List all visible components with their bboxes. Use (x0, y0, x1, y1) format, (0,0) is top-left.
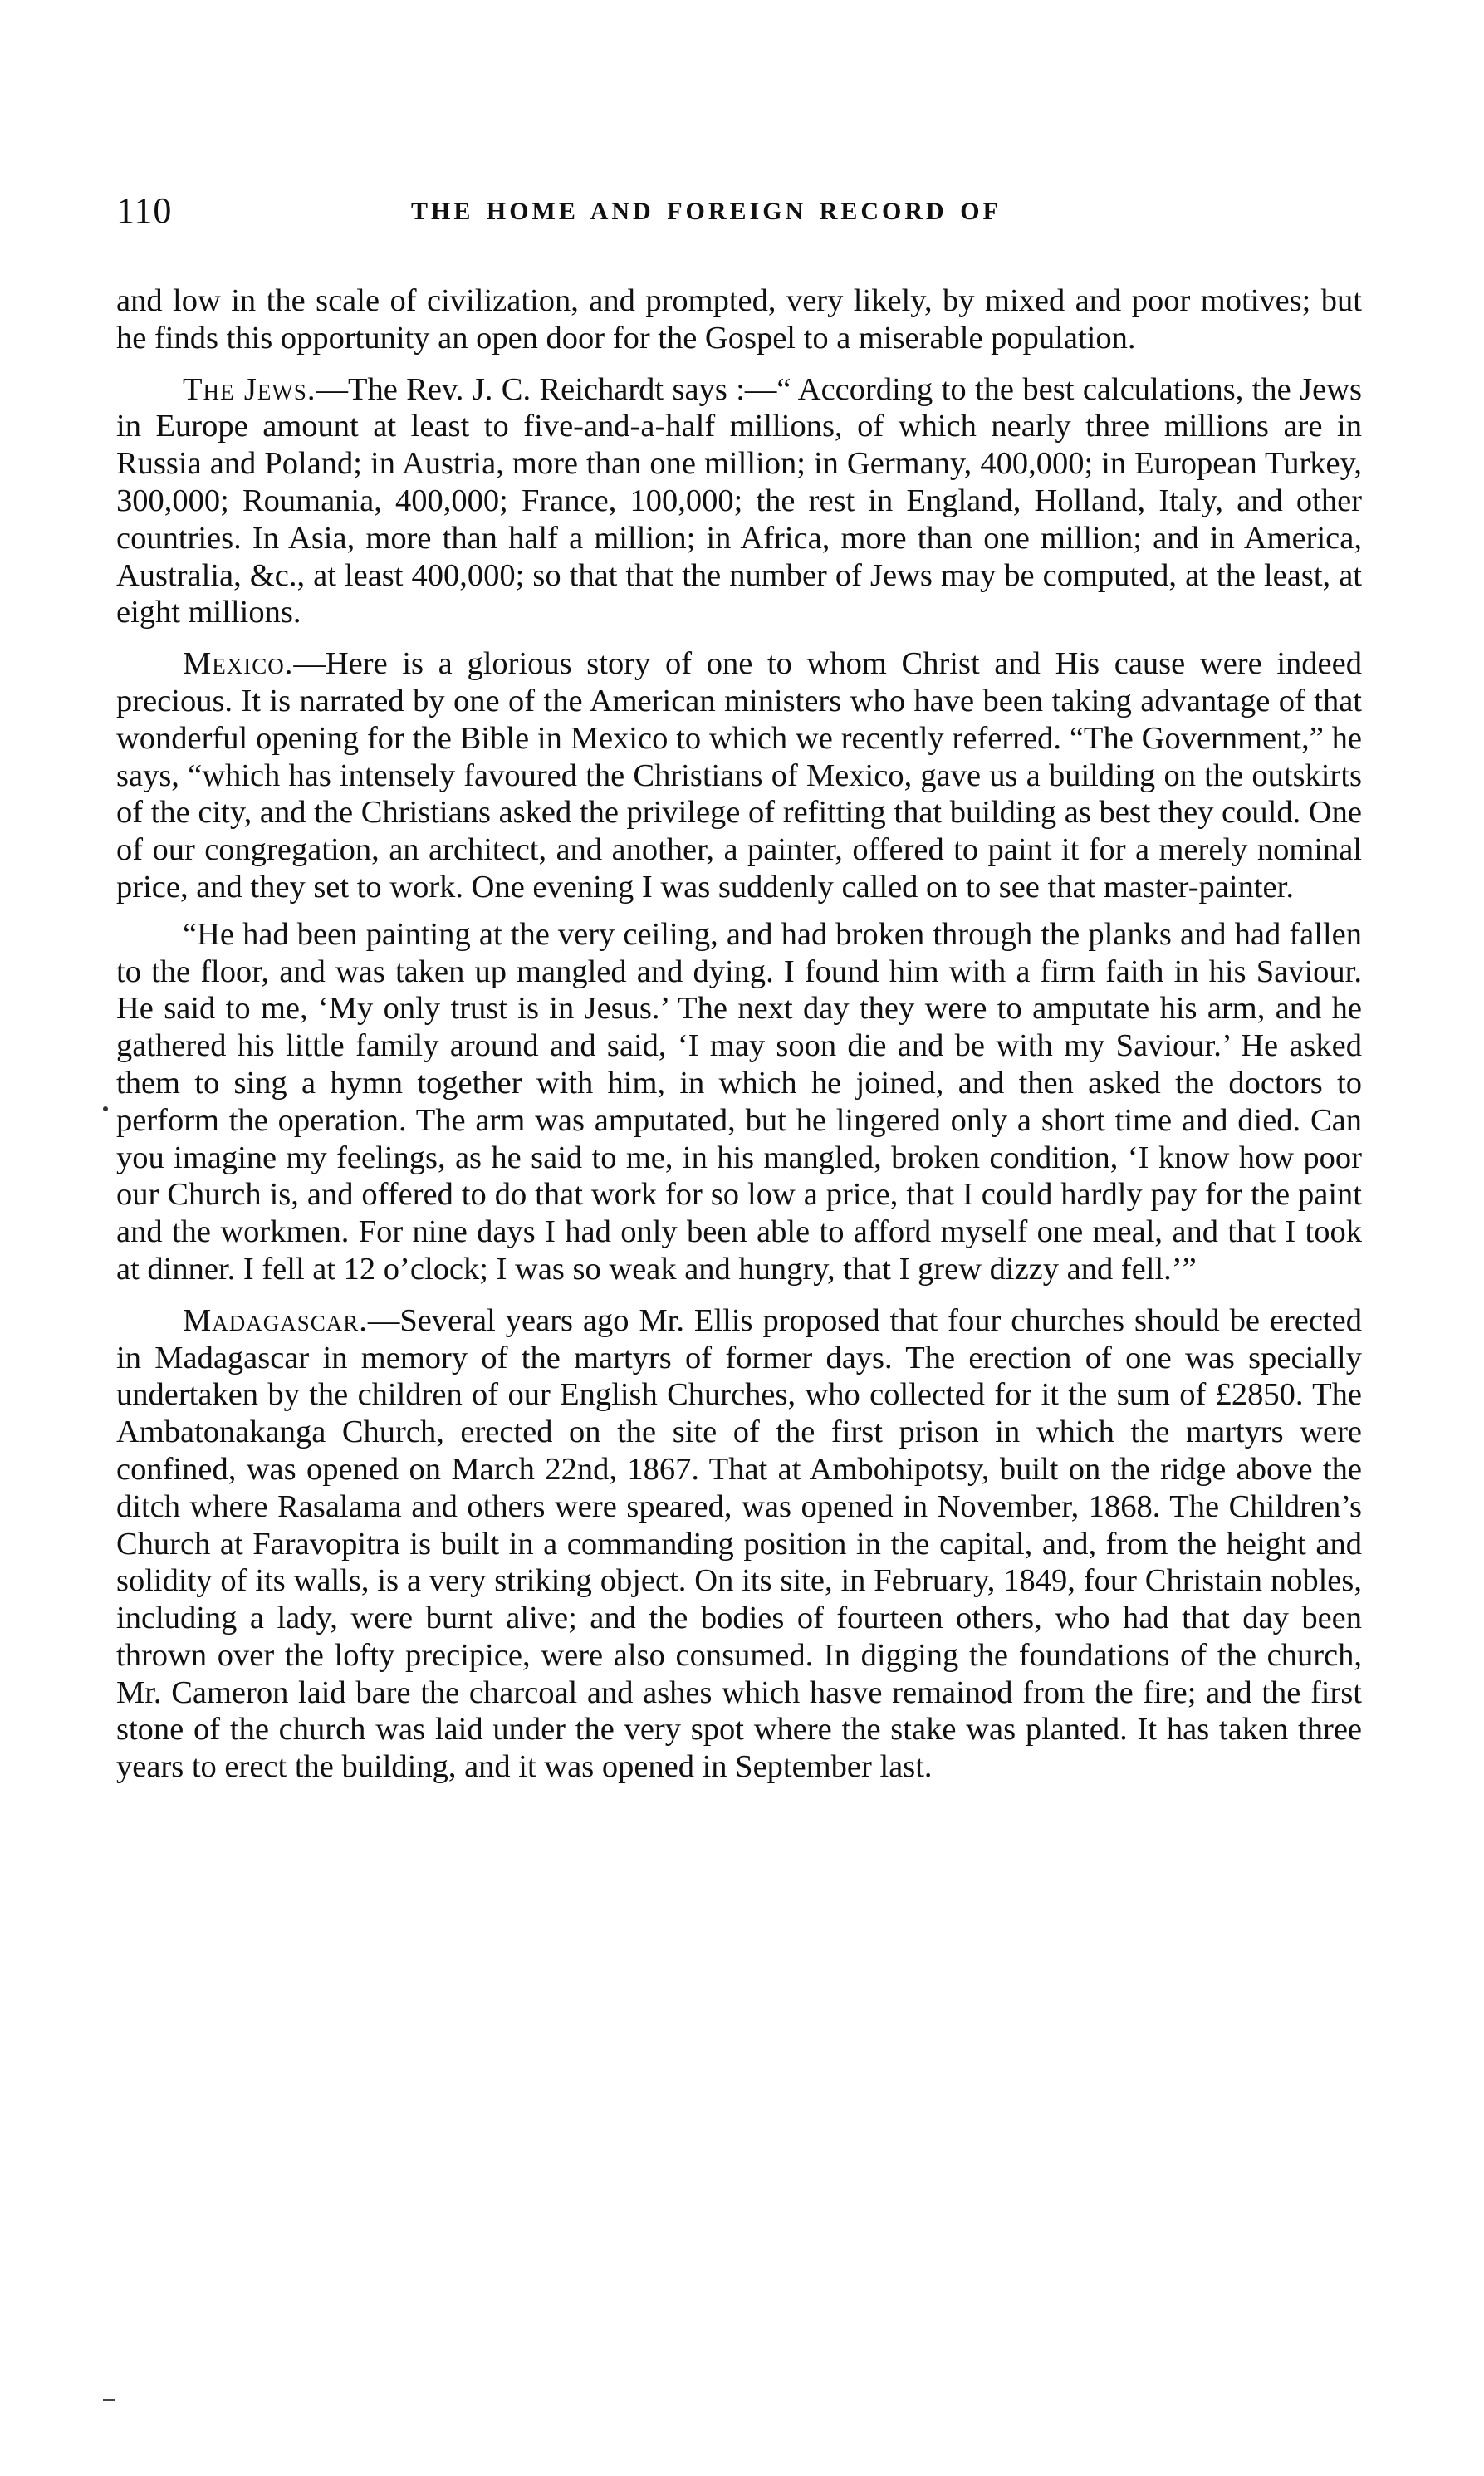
section-lead-madagascar: Madagascar. (183, 1302, 368, 1338)
paragraph-text: —Several years ago Mr. Ellis proposed that four churches should be erected in Madagascar in memory of the martyrs of former days. The erection of one was specially undertaken by the children of our English Churches, who collected for it the sum of £2850. The Ambatonakanga Church, erected on the site of the first prison in which the martyrs were confined, was opened on March 22nd, 1867. That at Ambohipotsy, built on the ridge above the ditch where Rasalama and others were speared, was opened in November, 1868. The Children’s Church at Faravopitra is built in a commanding position in the capital, and, from the height and solidity of its walls, is a very striking object. On its site, in February, 1849, four Christain nobles, including a lady, were burnt alive; and the bodies of fourteen others, who had that day been thrown over the lofty precipice, were also consumed. In digging the foundations of the church, Mr. Cameron laid bare the charcoal and ashes which hasve remainod from the fire; and the first stone of the church was laid under the very spot where the stake was planted. It has taken three years to erect the building, and it was opened in September last. (116, 1302, 1362, 1785)
paragraph-painter-quote (116, 916, 1362, 1288)
paragraph-text: and low in the scale of civilization, and prompted, very likely, by mixed and poor motives; but he finds this opportunity an open door for the Gospel to a miserable population. (116, 283, 1362, 355)
paragraph-mexico (116, 645, 1362, 906)
paragraph-text: “He had been painting at the very ceiling, and had broken through the planks and had fallen to the floor, and was taken up mangled and dying. I found him with a firm faith in his Saviour. He said to me, ‘My only trust is in Jesus.’ The next day they were to amputate his arm, and he gathered his little family around and said, ‘I may soon die and be with my Saviour.’ He asked them to sing a hymn together with him, in which he joined, and then asked the doctors to perform the operation. The arm was amputated, but he lingered only a short time and died. Can you imagine my feelings, as he said to me, in his mangled, broken condition, ‘I know how poor our Church is, and offered to do that work for so low a price, that I could hardly pay for the paint and the workmen. For nine days I had only been able to afford myself one meal, and that I took at dinner. I fell at 12 o’clock; I was so weak and hungry, that I grew dizzy and fell.’” (116, 916, 1362, 1287)
page-header (116, 174, 1362, 249)
paragraph-civilization (116, 282, 1362, 357)
page-number: 110 (116, 190, 173, 231)
section-lead-jews: The Jews. (183, 371, 316, 407)
section-lead-mexico: Mexico. (183, 646, 294, 682)
paragraph-madagascar (116, 1302, 1362, 1786)
running-head: THE HOME AND FOREIGN RECORD OF (411, 198, 1002, 225)
body-text (116, 282, 1362, 1786)
margin-mark (103, 2399, 115, 2401)
paragraph-jews (116, 371, 1362, 632)
document-page (116, 174, 1362, 1786)
paragraph-text: —Here is a glorious story of one to whom Christ and His cause were indeed precious. It is narrated by one of the American ministers who have been taking advantage of that wonderful opening for the Bible in Mexico to which we recently referred. “The Government,” he says, “which has intensely favoured the Christians of Mexico, gave us a building on the outskirts of the city, and the Christians asked the privilege of refitting that building as best they could. One of our congregation, an architect, and another, a painter, offered to paint it for a merely nominal price, and they set to work. One evening I was suddenly called on to see that master-painter. (116, 646, 1362, 905)
paragraph-text: —The Rev. J. C. Reichardt says :—“ According to the best calculations, the Jews in Europe amount at least to five-and-a-half millions, of which nearly three millions are in Russia and Poland; in Austria, more than one million; in Germany, 400,000; in European Turkey, 300,000; Roumania, 400,000; France, 100,000; the rest in England, Holland, Italy, and other countries. In Asia, more than half a million; in Africa, more than one million; and in America, Australia, &c., at least 400,000; so that that the number of Jews may be computed, at the least, at eight millions. (116, 371, 1362, 630)
margin-mark (103, 1106, 108, 1111)
